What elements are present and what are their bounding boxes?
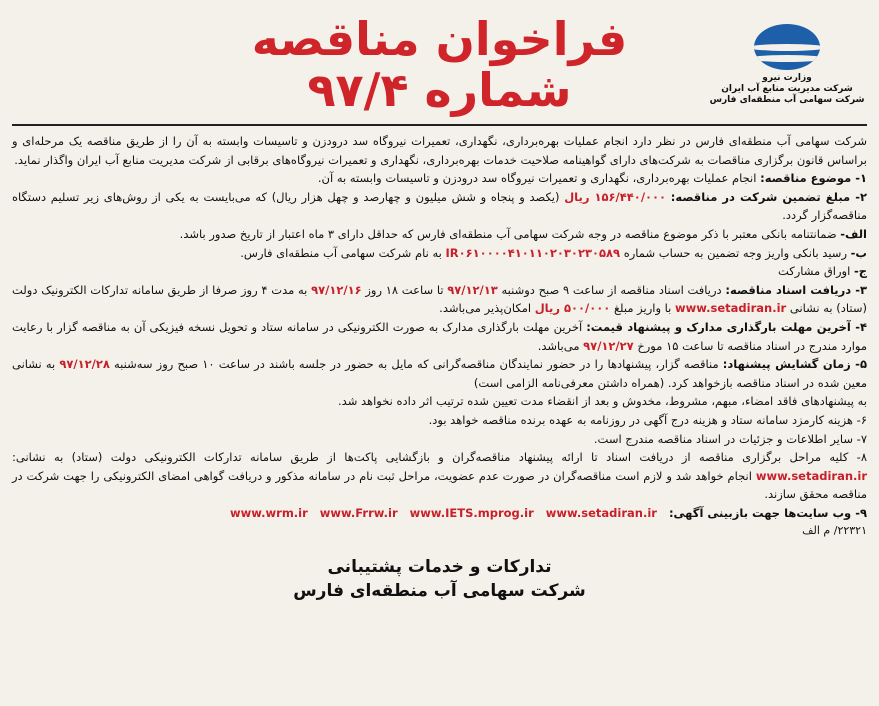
- item-guarantee-label: ۲- مبلغ تضمین شرکت در مناقصه:: [670, 189, 867, 204]
- logo-line-ministry: وزارت نیرو: [762, 73, 812, 83]
- item-deadline: [12, 318, 867, 355]
- option-b-text-b: به نام شرکت سهامی آب منطقه‌ای فارس.: [240, 245, 442, 260]
- website-link-frrw[interactable]: www.Frrw.ir: [319, 505, 398, 520]
- item-documents-text-e: امکان‌پذیر می‌باشد.: [439, 301, 532, 316]
- item-stages-text-b: انجام خواهد شد و لازم است مناقصه‌گران در صورت عدم عضویت، مراحل ثبت نام در سامانه مذکور و دریافت گواهی امضای الکترونیکی را جهت شرکت در مناقصه محقق سازند.: [12, 468, 867, 502]
- documents-start-date: ۹۷/۱۲/۱۳: [447, 282, 498, 297]
- reference-number: ۲۲۳۲۱/ م الف: [802, 524, 867, 538]
- item-stages-text-a: ۸- کلیه مراحل برگزاری مناقصه از دریافت اسناد تا ارائه پیشنهاد مناقصه‌گران و بازگشایی پاکت‌ها از طریق سامانه تدارکات الکترونیکی دولت (ستاد) به نشانی:: [12, 450, 867, 465]
- option-a-label: الف-: [840, 226, 867, 241]
- logo-line-regional: شرکت سهامی آب منطقه‌ای فارس: [709, 95, 865, 105]
- option-c-label: ج-: [853, 264, 867, 279]
- option-b-text-a: رسید بانکی واریز وجه تضمین به حساب شماره: [623, 245, 847, 260]
- documents-fee: ۵۰۰/۰۰۰ ریال: [534, 301, 611, 316]
- option-c-text: اوراق مشارکت: [777, 264, 851, 279]
- opening-date: ۹۷/۱۲/۲۸: [59, 357, 110, 372]
- water-drop-wave-logo-icon: [754, 24, 820, 70]
- item-opening-text-a: مناقصه گزار، پیشنهادها را در حضور نمایندگان مناقصه‌گرانی که مایل به حضور در جلسه باشند در ساعت ۱۰ صبح روز سه‌شنبه: [114, 357, 719, 372]
- item-opening: [12, 355, 867, 392]
- option-b-label: ب-: [850, 245, 867, 260]
- footer-company: شرکت سهامی آب منطقه‌ای فارس: [293, 581, 586, 602]
- item-opening-label: ۵- زمان گشایش پیشنهاد:: [722, 357, 867, 372]
- item-documents-text-b: تا ساعت ۱۸ روز: [365, 282, 444, 297]
- item-opening-text-b: به نشانی معین شده در اسناد مناقصه بازخواهد کرد. (همراه داشتن معرفی‌نامه الزامی است): [12, 357, 867, 390]
- notice-body: [12, 132, 867, 541]
- documents-end-date: ۹۷/۱۲/۱۶: [311, 282, 362, 297]
- item-subject: [12, 169, 867, 188]
- item-websites: [12, 504, 867, 523]
- logo-text: [710, 73, 865, 106]
- website-link-iets[interactable]: www.IETS.mprog.ir: [409, 505, 534, 520]
- item-deadline-label: ۴- آخرین مهلت بارگذاری مدارک و پیشنهاد قیمت:: [586, 319, 868, 334]
- item-stages: [12, 448, 867, 504]
- guarantee-amount: ۱۵۶/۴۴۰/۰۰۰ ریال: [564, 189, 667, 204]
- account-number: IR۰۶۱۰۰۰۰۴۱۰۱۱۰۲۰۳۰۲۳۰۵۸۹: [445, 245, 621, 260]
- item-documents-text-a: دریافت اسناد مناقصه از ساعت ۹ صبح دوشنبه: [501, 282, 722, 297]
- item-documents-text-d: با واریز مبلغ: [613, 301, 672, 316]
- item-documents-label: ۳- دریافت اسناد مناقصه:: [725, 282, 868, 297]
- item-websites-label: ۹- وب سایت‌ها جهت بازبینی آگهی:: [668, 505, 867, 520]
- item-other-info: ۷- سایر اطلاعات و جزئیات در اسناد مناقصه مندرج است.: [593, 431, 867, 446]
- item-fees: ۶- هزینه کارمزد سامانه ستاد و هزینه درج آگهی در روزنامه به عهده برنده مناقصه خواهد بود.: [428, 412, 867, 427]
- item-documents: [12, 281, 867, 318]
- intro-paragraph: شرکت سهامی آب منطقه‌ای فارس در نظر دارد انجام عملیات بهره‌برداری، نگهداری، تعمیرات نیروگاه سد درودزن و تاسیسات وابسته به آن را از طریق مناقصه یک مرحله‌ای و براساس قانون برگزاری مناقصات به شرکت‌های دارای گواهینامه صلاحیت خدمات بهره‌برداری، نگهداری و تعمیرات نیروگاه‌های برقابی از شرکت مدیریت منابع آب ایران واگذار نماید.: [12, 134, 867, 167]
- setadiran-link-2[interactable]: www.setadiran.ir: [755, 468, 868, 483]
- website-link-setadiran[interactable]: www.setadiran.ir: [545, 505, 657, 520]
- setadiran-link[interactable]: www.setadiran.ir: [675, 301, 787, 316]
- header: [12, 6, 867, 126]
- item-guarantee: [12, 188, 867, 225]
- item-deadline-text-b: می‌باشد.: [537, 338, 580, 353]
- item-subject-text: انجام عملیات بهره‌برداری، نگهداری و تعمیرات نیروگاه سد درودزن و تاسیسات وابسته به آن.: [317, 171, 757, 186]
- item-documents-text-c: به مدت ۴ روز صرفا از طریق سامانه تدارکات الکترونیک دولت (ستاد) به نشانی: [12, 282, 867, 316]
- logo-line-company: شرکت مدیریت منابع آب ایران: [721, 84, 853, 94]
- logo: [707, 24, 867, 106]
- guarantee-option-c: [12, 262, 867, 281]
- footer-department: تدارکات و خدمات پشتیبانی: [327, 557, 552, 578]
- item-note: به پیشنهادهای فاقد امضاء، مبهم، مشروط، مخدوش و بعد از انقضاء مدت تعیین شده ترتیب اثر داده نخواهد شد.: [338, 394, 867, 409]
- option-a-text: ضمانتنامه بانکی معتبر با ذکر موضوع مناقصه در وجه شرکت سهامی آب منطقه‌ای فارس که حداقل دارای ۳ ماه اعتبار از تاریخ صدور باشد.: [179, 226, 837, 241]
- item-deadline-text-a: آخرین مهلت بارگذاری مدارک به صورت الکترونیکی در سامانه ستاد و تحویل نسخه فیزیکی آن به مناقصه گزار با رعایت موارد مندرج در اسناد مناقصه تا ساعت ۱۵ مورخ: [12, 319, 867, 353]
- item-subject-label: ۱- موضوع مناقصه:: [760, 171, 867, 186]
- website-link-wrm[interactable]: www.wrm.ir: [230, 505, 308, 520]
- item-guarantee-text: (یکصد و پنجاه و شش میلیون و چهارصد و چهل هزار ریال) که می‌بایست به یکی از روش‌های زیر تسلیم دستگاه مناقصه‌گزار گردد.: [12, 189, 867, 223]
- guarantee-option-b: [12, 244, 867, 263]
- page-title: فراخوان مناقصه شماره ۹۷/۴: [251, 12, 628, 117]
- guarantee-option-a: [12, 225, 867, 244]
- deadline-date: ۹۷/۱۲/۲۷: [583, 338, 634, 353]
- signature-block: [12, 555, 867, 603]
